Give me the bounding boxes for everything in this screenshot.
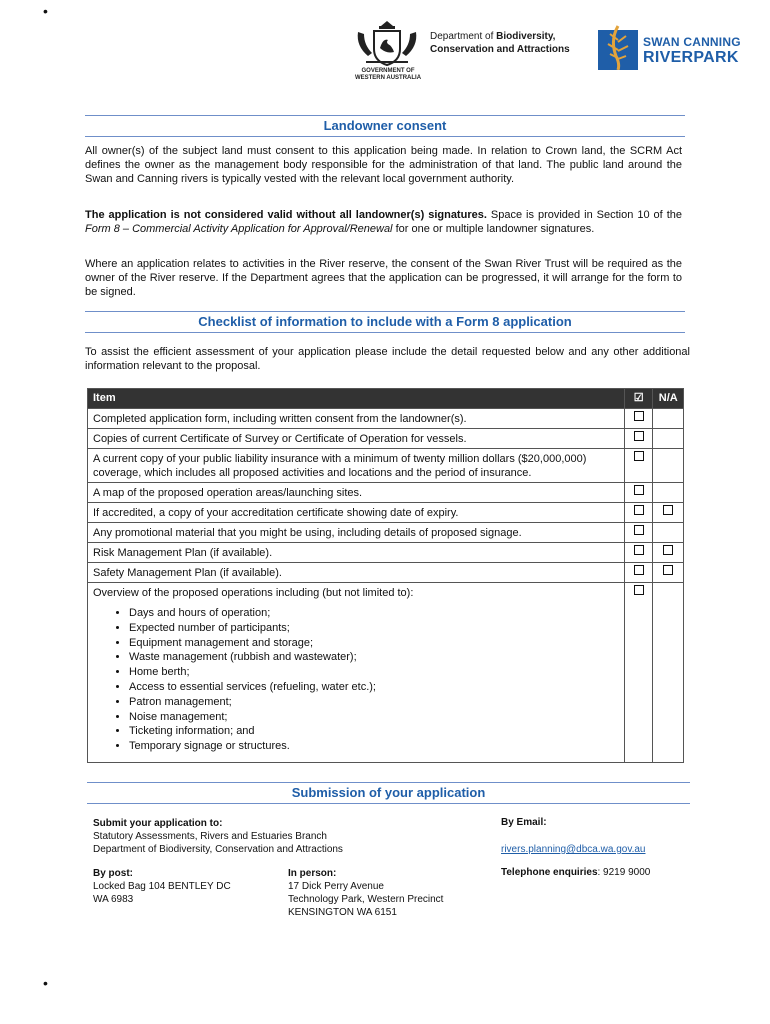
submission-heading: Submission of your application bbox=[87, 782, 690, 804]
row-na-cell bbox=[653, 483, 684, 503]
row-item-text: A map of the proposed operation areas/launching sites. bbox=[88, 483, 625, 503]
row-na-cell bbox=[653, 583, 684, 763]
row-na-cell[interactable] bbox=[653, 563, 684, 583]
na-checkbox-icon[interactable] bbox=[663, 505, 673, 515]
checkbox-icon[interactable] bbox=[634, 411, 644, 421]
table-row bbox=[88, 483, 684, 503]
row-item-text: Safety Management Plan (if available). bbox=[88, 563, 625, 583]
landowner-paragraph-3: Where an application relates to activities in the River reserve, the consent of the Swan River Trust will be required as the owner of the River reserve. If the Department agrees that the application can be progressed, it will arrange for the form to be signed. bbox=[85, 258, 682, 298]
table-row bbox=[88, 583, 684, 763]
row-item-text: Any promotional material that you might be using, including details of proposed signage. bbox=[88, 523, 625, 543]
row-checkbox-cell[interactable] bbox=[624, 523, 653, 543]
column-header-na: N/A bbox=[653, 389, 684, 409]
checkbox-icon[interactable] bbox=[634, 505, 644, 515]
list-item: • Temporary signage or structures. bbox=[129, 739, 619, 754]
na-checkbox-icon[interactable] bbox=[663, 545, 673, 555]
checkbox-icon[interactable] bbox=[634, 585, 644, 595]
operations-bullet-list bbox=[93, 606, 619, 754]
row-item-text: Copies of current Certificate of Survey or Certificate of Operation for vessels. bbox=[88, 429, 625, 449]
list-item: • Days and hours of operation; bbox=[129, 606, 619, 621]
checklist-heading: Checklist of information to include with a Form 8 application bbox=[85, 311, 685, 333]
in-person-block: In person: 17 Dick Perry Avenue Technology Park, Western Precinct KENSINGTON WA 6151 bbox=[288, 868, 444, 918]
table-row bbox=[88, 429, 684, 449]
checklist-intro: To assist the efficient assessment of your application please include the detail requested below and any other additional information relevant to the proposal. bbox=[85, 346, 690, 372]
row-item-text: Risk Management Plan (if available). bbox=[88, 543, 625, 563]
submit-to-block: Submit your application to: Statutory Assessments, Rivers and Estuaries Branch Department of Biodiversity, Conservation and Attractions bbox=[93, 818, 343, 855]
list-item: • Home berth; bbox=[129, 665, 619, 680]
email-link[interactable]: rivers.planning@dbca.wa.gov.au bbox=[501, 844, 646, 855]
row-na-cell[interactable] bbox=[653, 543, 684, 563]
landowner-consent-heading: Landowner consent bbox=[85, 115, 685, 137]
list-item: • Patron management; bbox=[129, 695, 619, 710]
row-checkbox-cell[interactable] bbox=[624, 449, 653, 483]
riverpark-logo-icon bbox=[598, 24, 638, 70]
row-na-cell[interactable] bbox=[653, 503, 684, 523]
row-item-text: A current copy of your public liability insurance with a minimum of twenty million dollars ($20,000,000) coverage, which includes all proposed activities and locations and the period of insurance. bbox=[88, 449, 625, 483]
row-item-text: Overview of the proposed operations including (but not limited to): • Days and hours of operation; • Expected number of participants; • Equipment management and storage; • Waste management (rubbish and wastewater); • Home berth; • Access to essential services (refueling, water etc.); • Patron management; • Noise management; • Ticketing information; and • Temporary signage or structures. bbox=[88, 583, 625, 763]
row-item-text: Completed application form, including written consent from the landowner(s). bbox=[88, 409, 625, 429]
page-bullet-top: • bbox=[43, 3, 48, 19]
email-heading: By Email: bbox=[501, 817, 547, 828]
row-na-cell bbox=[653, 449, 684, 483]
telephone-enquiries: Telephone enquiries: 9219 9000 bbox=[501, 867, 651, 878]
list-item: • Equipment management and storage; bbox=[129, 636, 619, 651]
checklist-header-row bbox=[88, 389, 684, 409]
riverpark-wordmark: SWAN CANNING RIVERPARK bbox=[643, 35, 741, 66]
table-row bbox=[88, 523, 684, 543]
row-item-text: If accredited, a copy of your accreditation certificate showing date of expiry. bbox=[88, 503, 625, 523]
landowner-paragraph-1: All owner(s) of the subject land must consent to this application being made. In relation to Crown land, the SCRM Act defines the owner as the management body responsible for the administration of that land. The public land around the Swan and Canning rivers is typically vested with the relevant local government authority. bbox=[85, 145, 682, 185]
landowner-paragraph-2: The application is not considered valid without all landowner(s) signatures. Space is provided in Section 10 of the Form 8 – Commercial Activity Application for Approval/Renewal for one or multiple landowner signatures. bbox=[85, 209, 682, 235]
table-row bbox=[88, 543, 684, 563]
row-checkbox-cell[interactable] bbox=[624, 583, 653, 763]
column-header-check: ☑ bbox=[624, 389, 653, 409]
list-item: • Noise management; bbox=[129, 710, 619, 725]
checkbox-icon[interactable] bbox=[634, 525, 644, 535]
table-row bbox=[88, 409, 684, 429]
checkbox-icon[interactable] bbox=[634, 565, 644, 575]
na-checkbox-icon[interactable] bbox=[663, 565, 673, 575]
row-na-cell bbox=[653, 429, 684, 449]
row-na-cell bbox=[653, 523, 684, 543]
table-row bbox=[88, 563, 684, 583]
govt-wordmark: GOVERNMENT OF WESTERN AUSTRALIA bbox=[354, 68, 422, 81]
row-checkbox-cell[interactable] bbox=[624, 483, 653, 503]
list-item: • Expected number of participants; bbox=[129, 621, 619, 636]
checklist-table bbox=[87, 388, 684, 763]
list-item: • Waste management (rubbish and wastewater); bbox=[129, 650, 619, 665]
checkbox-icon[interactable] bbox=[634, 431, 644, 441]
table-row bbox=[88, 503, 684, 523]
checkbox-icon[interactable] bbox=[634, 451, 644, 461]
list-item: • Access to essential services (refueling, water etc.); bbox=[129, 680, 619, 695]
row-checkbox-cell[interactable] bbox=[624, 503, 653, 523]
department-name: Department of Biodiversity, Conservation and Attractions bbox=[430, 31, 570, 55]
checkbox-icon[interactable] bbox=[634, 545, 644, 555]
list-item: • Ticketing information; and bbox=[129, 724, 619, 739]
by-post-block: By post: Locked Bag 104 BENTLEY DC WA 6983 bbox=[93, 868, 231, 905]
page-bullet-bottom: • bbox=[43, 975, 48, 991]
row-checkbox-cell[interactable] bbox=[624, 429, 653, 449]
row-checkbox-cell[interactable] bbox=[624, 563, 653, 583]
column-header-item: Item bbox=[88, 389, 625, 409]
row-checkbox-cell[interactable] bbox=[624, 409, 653, 429]
checkbox-icon[interactable] bbox=[634, 485, 644, 495]
table-row bbox=[88, 449, 684, 483]
row-checkbox-cell[interactable] bbox=[624, 543, 653, 563]
row-na-cell bbox=[653, 409, 684, 429]
